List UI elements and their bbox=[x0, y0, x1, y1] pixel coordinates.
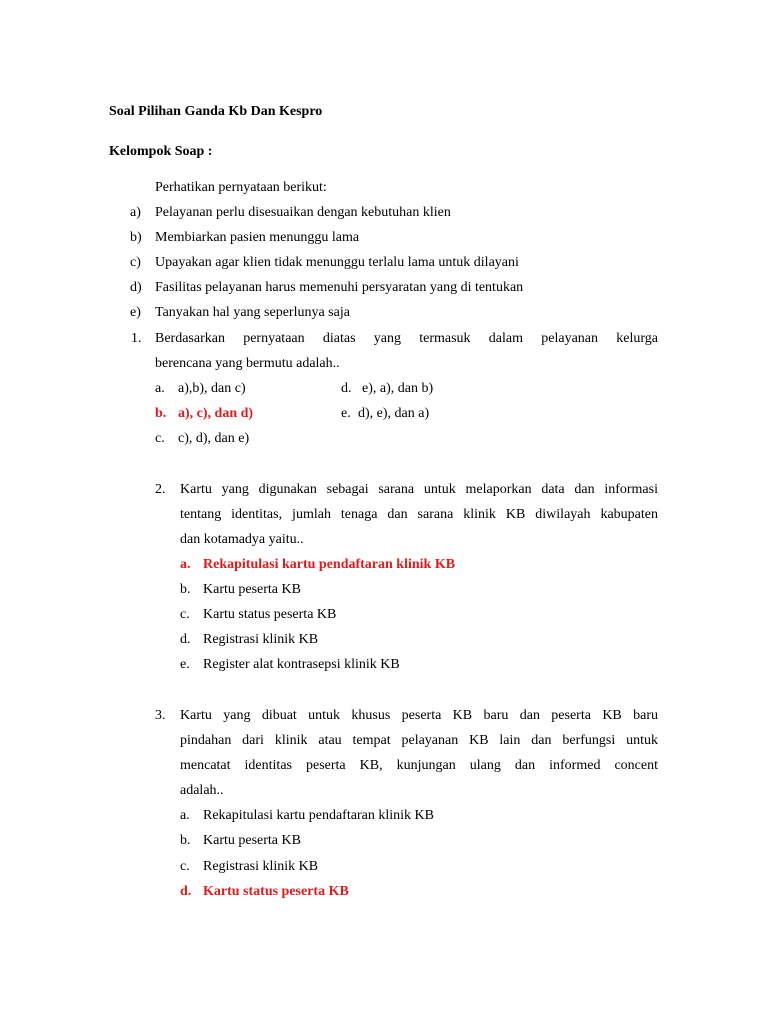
question-text-line: pindahan dari klinik atau tempat pelayanan KB lain dan berfungsi untuk bbox=[180, 733, 658, 748]
question-text-line: adalah.. bbox=[180, 783, 224, 798]
option-marker: c. bbox=[180, 607, 190, 622]
option-text-correct: Rekapitulasi kartu pendaftaran klinik KB bbox=[203, 557, 456, 572]
option-marker: b. bbox=[180, 833, 191, 848]
statement-text: Upayakan agar klien tidak menunggu terlalu lama untuk dilayani bbox=[155, 255, 519, 270]
statement-marker: c) bbox=[130, 255, 141, 270]
option-marker: d. bbox=[341, 381, 352, 396]
question-number: 3. bbox=[155, 708, 166, 723]
option-text: Registrasi klinik KB bbox=[203, 632, 319, 647]
statement-marker: d) bbox=[130, 280, 142, 295]
question-text-line: tentang identitas, jumlah tenaga dan sarana klinik KB diwilayah kabupaten bbox=[180, 507, 658, 522]
option-text: Register alat kontrasepsi klinik KB bbox=[203, 657, 400, 672]
option-text-correct: a), c), dan d) bbox=[178, 406, 254, 421]
question-number: 1. bbox=[131, 331, 142, 346]
option-text: Registrasi klinik KB bbox=[203, 859, 319, 874]
option-marker: e. bbox=[180, 657, 190, 672]
option-marker: a. bbox=[155, 381, 165, 396]
question-text-line: dan kotamadya yaitu.. bbox=[180, 532, 304, 547]
option-marker: a. bbox=[180, 808, 190, 823]
question-text-line: Kartu yang digunakan sebagai sarana untuk melaporkan data dan informasi bbox=[180, 482, 658, 497]
option-marker: a. bbox=[180, 557, 191, 572]
option-text: e), a), dan b) bbox=[362, 381, 434, 396]
statement-text: Fasilitas pelayanan harus memenuhi persyaratan yang di tentukan bbox=[155, 280, 524, 295]
option-marker: b. bbox=[155, 406, 167, 421]
option-marker: c. bbox=[155, 431, 165, 446]
statement-text: Tanyakan hal yang seperlunya saja bbox=[155, 305, 350, 320]
statement-marker: b) bbox=[130, 230, 142, 245]
group-label: Kelompok Soap : bbox=[109, 144, 213, 159]
option-text-correct: Kartu status peserta KB bbox=[203, 884, 349, 899]
statement-marker: e) bbox=[130, 305, 141, 320]
option-marker: c. bbox=[180, 859, 190, 874]
question-text-line: mencatat identitas peserta KB, kunjungan ulang dan informed concent bbox=[180, 758, 658, 773]
option-text: a),b), dan c) bbox=[178, 381, 246, 396]
option-marker: b. bbox=[180, 582, 191, 597]
option-text: Rekapitulasi kartu pendaftaran klinik KB bbox=[203, 808, 434, 823]
statement-text: Membiarkan pasien menunggu lama bbox=[155, 230, 360, 245]
question-text-line: Kartu yang dibuat untuk khusus peserta KB baru dan peserta KB baru bbox=[180, 708, 658, 723]
option-text: Kartu status peserta KB bbox=[203, 607, 337, 622]
statement-marker: a) bbox=[130, 205, 141, 220]
question-text-line: Berdasarkan pernyataan diatas yang termasuk dalam pelayanan kelurga bbox=[155, 331, 658, 346]
statement-text: Pelayanan perlu disesuaikan dengan kebutuhan klien bbox=[155, 205, 451, 220]
question-text-line: berencana yang bermutu adalah.. bbox=[155, 356, 340, 371]
option-text: Kartu peserta KB bbox=[203, 833, 301, 848]
intro-text: Perhatikan pernyataan berikut: bbox=[155, 180, 327, 195]
option-marker: d. bbox=[180, 884, 192, 899]
option-text: Kartu peserta KB bbox=[203, 582, 301, 597]
option-marker: e. bbox=[341, 406, 351, 421]
question-number: 2. bbox=[155, 482, 166, 497]
document-title: Soal Pilihan Ganda Kb Dan Kespro bbox=[109, 104, 323, 119]
option-text: d), e), dan a) bbox=[358, 406, 430, 421]
option-marker: d. bbox=[180, 632, 191, 647]
option-text: c), d), dan e) bbox=[178, 431, 250, 446]
